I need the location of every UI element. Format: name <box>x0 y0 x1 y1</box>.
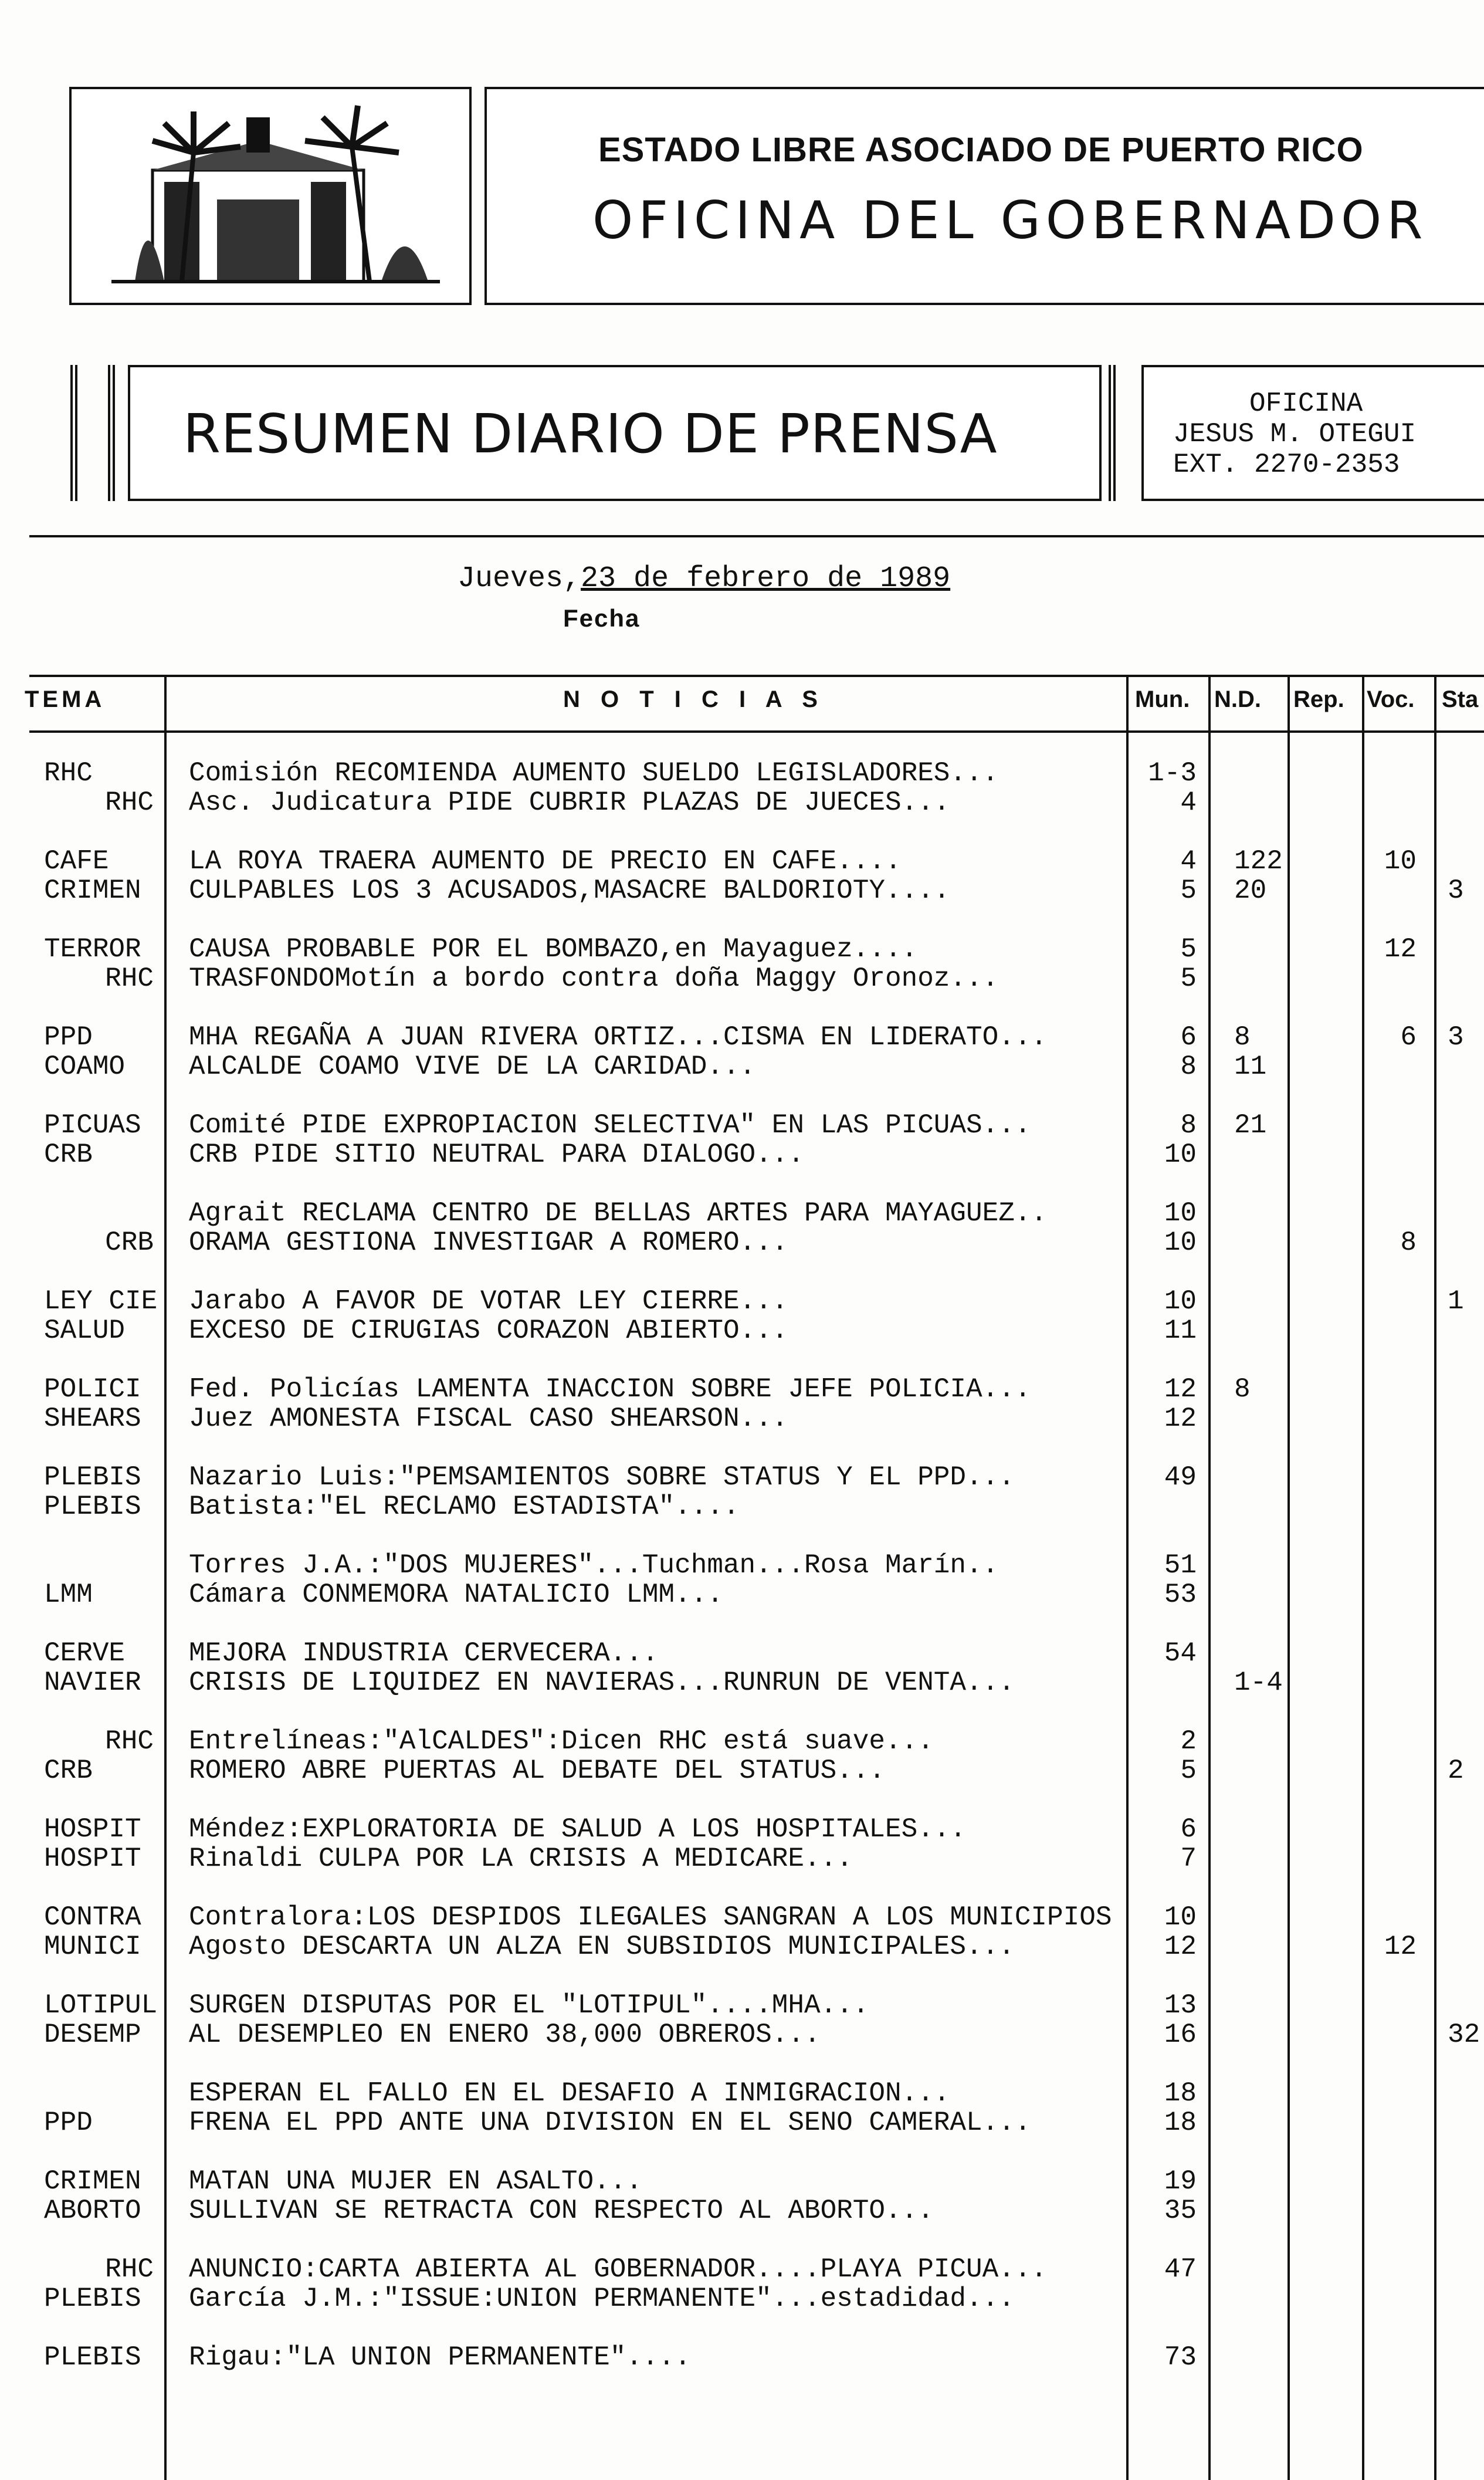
topic-cell: PICUAS <box>44 1110 141 1141</box>
voc-page-cell: 10 <box>1384 846 1417 877</box>
topic-cell: MUNICI <box>44 1931 141 1962</box>
table-row <box>0 1991 1484 2020</box>
table-row <box>0 1668 1484 1697</box>
topic-cell: PLEBIS <box>44 2342 141 2373</box>
government-name: ESTADO LIBRE ASOCIADO DE PUERTO RICO <box>598 131 1364 169</box>
table-header-rule <box>29 730 1484 733</box>
sta-page-cell: 1 <box>1448 1286 1464 1317</box>
mun-page-cell: 1-3 <box>1148 758 1197 789</box>
topic-cell: RHC <box>105 963 154 994</box>
topic-cell: POLICI <box>44 1374 141 1405</box>
headline-cell: Juez AMONESTA FISCAL CASO SHEARSON... <box>189 1403 788 1434</box>
date-line <box>458 562 950 596</box>
headline-cell: Comisión RECOMIENDA AUMENTO SUELDO LEGISLADORES... <box>189 758 999 789</box>
headline-cell: EXCESO DE CIRUGIAS CORAZON ABIERTO... <box>189 1315 788 1346</box>
headline-cell: Comité PIDE EXPROPIACION SELECTIVA" EN LAS PICUAS... <box>189 1110 1031 1141</box>
office-contact-box <box>1141 365 1484 501</box>
table-row <box>0 1639 1484 1668</box>
mun-page-cell: 5 <box>1180 934 1197 965</box>
summary-title: RESUMEN DIARIO DE PRENSA <box>183 402 998 465</box>
mun-page-cell: 12 <box>1164 1403 1197 1434</box>
table-row <box>0 935 1484 964</box>
column-header-mun: Mun. <box>1135 686 1190 712</box>
mun-page-cell: 54 <box>1164 1638 1197 1669</box>
nd-page-cell: 1-4 <box>1234 1667 1283 1698</box>
headline-cell: Cámara CONMEMORA NATALICIO LMM... <box>189 1579 723 1610</box>
decorative-double-bar <box>108 365 115 501</box>
headline-cell: ALCALDE COAMO VIVE DE LA CARIDAD... <box>189 1051 756 1082</box>
mun-page-cell: 6 <box>1180 1814 1197 1845</box>
topic-cell: CRB <box>44 1139 93 1170</box>
mun-page-cell: 51 <box>1164 1550 1197 1581</box>
headline-cell: FRENA EL PPD ANTE UNA DIVISION EN EL SENO CAMERAL... <box>189 2107 1031 2138</box>
topic-cell: NAVIER <box>44 1667 141 1698</box>
headline-cell: Nazario Luis:"PEMSAMIENTOS SOBRE STATUS Y EL PPD... <box>189 1462 1015 1493</box>
nd-page-cell: 8 <box>1234 1022 1251 1053</box>
headline-cell: Torres J.A.:"DOS MUJERES"...Tuchman...Rosa Marín.. <box>189 1550 999 1581</box>
table-row <box>0 1111 1484 1140</box>
table-row <box>0 2108 1484 2137</box>
table-row <box>0 1463 1484 1492</box>
headline-cell: Méndez:EXPLORATORIA DE SALUD A LOS HOSPITALES... <box>189 1814 967 1845</box>
sta-page-cell: 2 <box>1448 1755 1464 1786</box>
topic-cell: RHC <box>105 787 154 818</box>
nd-page-cell: 20 <box>1234 875 1267 906</box>
headline-cell: TRASFONDOMotín a bordo contra doña Maggy Oronoz... <box>189 963 999 994</box>
headline-cell: ORAMA GESTIONA INVESTIGAR A ROMERO... <box>189 1227 788 1258</box>
mun-page-cell: 19 <box>1164 2166 1197 2197</box>
sta-page-cell: 3 <box>1448 1022 1464 1053</box>
headline-cell: Agrait RECLAMA CENTRO DE BELLAS ARTES PARA MAYAGUEZ.. <box>189 1198 1048 1229</box>
mun-page-cell: 10 <box>1164 1139 1197 1170</box>
topic-cell: TERROR <box>44 934 141 965</box>
topic-cell: CRB <box>105 1227 154 1258</box>
topic-cell: PPD <box>44 2107 93 2138</box>
table-row <box>0 1228 1484 1257</box>
mun-page-cell: 10 <box>1164 1286 1197 1317</box>
topic-cell: COAMO <box>44 1051 126 1082</box>
headline-cell: Entrelíneas:"AlCALDES":Dicen RHC está suave... <box>189 1726 934 1757</box>
divider <box>29 535 1484 537</box>
headline-cell: LA ROYA TRAERA AUMENTO DE PRECIO EN CAFE.... <box>189 846 902 877</box>
table-row <box>0 1199 1484 1228</box>
mun-page-cell: 5 <box>1180 1755 1197 1786</box>
decorative-double-bar <box>70 365 77 501</box>
topic-cell: CRB <box>44 1755 93 1786</box>
sta-page-cell: 3 <box>1448 875 1464 906</box>
mun-page-cell: 5 <box>1180 963 1197 994</box>
headline-cell: SURGEN DISPUTAS POR EL "LOTIPUL"....MHA... <box>189 1990 869 2021</box>
mun-page-cell: 73 <box>1164 2342 1197 2373</box>
topic-cell: CONTRA <box>44 1902 141 1933</box>
topic-cell: RHC <box>44 758 93 789</box>
table-row <box>0 1052 1484 1081</box>
mun-page-cell: 8 <box>1180 1051 1197 1082</box>
table-row <box>0 1844 1484 1873</box>
table-row <box>0 2079 1484 2108</box>
voc-page-cell: 12 <box>1384 1931 1417 1962</box>
mun-page-cell: 16 <box>1164 2019 1197 2050</box>
column-header-tema: TEMA <box>25 686 106 712</box>
mun-page-cell: 4 <box>1180 846 1197 877</box>
voc-page-cell: 6 <box>1400 1022 1417 1053</box>
headline-cell: Asc. Judicatura PIDE CUBRIR PLAZAS DE JUECES... <box>189 787 950 818</box>
column-header-noticias: N O T I C I A S <box>563 686 825 712</box>
mun-page-cell: 18 <box>1164 2107 1197 2138</box>
office-name: OFICINA DEL GOBERNADOR <box>592 190 1428 251</box>
column-header-sta: Sta <box>1442 686 1479 712</box>
mun-page-cell: 13 <box>1164 1990 1197 2021</box>
headline-cell: Batista:"EL RECLAMO ESTADISTA".... <box>189 1491 740 1522</box>
table-row <box>0 2255 1484 2284</box>
logo-box <box>69 87 472 305</box>
mun-page-cell: 47 <box>1164 2254 1197 2285</box>
topic-cell: PLEBIS <box>44 2283 141 2314</box>
topic-cell: CRIMEN <box>44 2166 141 2197</box>
headline-cell: Rinaldi CULPA POR LA CRISIS A MEDICARE... <box>189 1843 853 1874</box>
nd-page-cell: 8 <box>1234 1374 1251 1405</box>
nd-page-cell: 21 <box>1234 1110 1267 1141</box>
headline-cell: ROMERO ABRE PUERTAS AL DEBATE DEL STATUS... <box>189 1755 885 1786</box>
table-row <box>0 1727 1484 1756</box>
table-row <box>0 1404 1484 1433</box>
mun-page-cell: 12 <box>1164 1374 1197 1405</box>
table-row <box>0 1287 1484 1316</box>
table-top-rule <box>29 675 1484 677</box>
column-header-voc: Voc. <box>1367 686 1415 712</box>
mun-page-cell: 7 <box>1180 1843 1197 1874</box>
mun-page-cell: 35 <box>1164 2195 1197 2226</box>
topic-cell: DESEMP <box>44 2019 141 2050</box>
mun-page-cell: 5 <box>1180 875 1197 906</box>
headline-cell: Contralora:LOS DESPIDOS ILEGALES SANGRAN A LOS MUNICIPIOS <box>189 1902 1112 1933</box>
table-row <box>0 2196 1484 2225</box>
topic-cell: LMM <box>44 1579 93 1610</box>
mun-page-cell: 10 <box>1164 1198 1197 1229</box>
table-row <box>0 1492 1484 1521</box>
contact-name: JESUS M. OTEGUI <box>1173 419 1417 449</box>
headline-cell: CULPABLES LOS 3 ACUSADOS,MASACRE BALDORIOTY.... <box>189 875 950 906</box>
table-row <box>0 964 1484 993</box>
voc-page-cell: 8 <box>1400 1227 1417 1258</box>
table-row <box>0 1580 1484 1609</box>
table-row <box>0 759 1484 788</box>
topic-cell: CRIMEN <box>44 875 141 906</box>
summary-title-box <box>128 365 1102 501</box>
table-row <box>0 1551 1484 1580</box>
office-label: OFICINA <box>1249 388 1363 419</box>
headline-cell: MATAN UNA MUJER EN ASALTO... <box>189 2166 642 2197</box>
column-header-rep: Rep. <box>1293 686 1344 712</box>
table-row <box>0 1903 1484 1932</box>
topic-cell: HOSPIT <box>44 1814 141 1845</box>
contact-extension: EXT. 2270-2353 <box>1173 449 1400 480</box>
topic-cell: CAFE <box>44 846 109 877</box>
mun-page-cell: 10 <box>1164 1227 1197 1258</box>
mun-page-cell: 18 <box>1164 2078 1197 2109</box>
headline-cell: CRB PIDE SITIO NEUTRAL PARA DIALOGO... <box>189 1139 804 1170</box>
headline-cell: García J.M.:"ISSUE:UNION PERMANENTE"...estadidad... <box>189 2283 1015 2314</box>
mun-page-cell: 10 <box>1164 1902 1197 1933</box>
table-row <box>0 1756 1484 1785</box>
headline-cell: MHA REGAÑA A JUAN RIVERA ORTIZ...CISMA EN LIDERATO... <box>189 1022 1048 1053</box>
government-title-box <box>484 87 1484 305</box>
headline-cell: Agosto DESCARTA UN ALZA EN SUBSIDIOS MUNICIPALES... <box>189 1931 1015 1962</box>
mun-page-cell: 53 <box>1164 1579 1197 1610</box>
topic-cell: PLEBIS <box>44 1462 141 1493</box>
mun-page-cell: 12 <box>1164 1931 1197 1962</box>
mun-page-cell: 8 <box>1180 1110 1197 1141</box>
headline-cell: CRISIS DE LIQUIDEZ EN NAVIERAS...RUNRUN DE VENTA... <box>189 1667 1015 1698</box>
topic-cell: HOSPIT <box>44 1843 141 1874</box>
topic-cell: LEY CIE <box>44 1286 158 1317</box>
topic-cell: CERVE <box>44 1638 126 1669</box>
voc-page-cell: 12 <box>1384 934 1417 965</box>
table-row <box>0 2020 1484 2049</box>
headline-cell: Fed. Policías LAMENTA INACCION SOBRE JEFE POLICIA... <box>189 1374 1031 1405</box>
topic-cell: LOTIPUL <box>44 1990 158 2021</box>
mun-page-cell: 2 <box>1180 1726 1197 1757</box>
headline-cell: CAUSA PROBABLE POR EL BOMBAZO,en Mayaguez.... <box>189 934 918 965</box>
headline-cell: AL DESEMPLEO EN ENERO 38,000 OBREROS... <box>189 2019 821 2050</box>
headline-cell: ESPERAN EL FALLO EN EL DESAFIO A INMIGRACION... <box>189 2078 950 2109</box>
sta-page-cell: 32 <box>1448 2019 1480 2050</box>
mun-page-cell: 11 <box>1164 1315 1197 1346</box>
table-row <box>0 847 1484 876</box>
date-caption: Fecha <box>563 604 641 632</box>
headline-cell: Rigau:"LA UNION PERMANENTE".... <box>189 2342 691 2373</box>
mun-page-cell: 6 <box>1180 1022 1197 1053</box>
table-row <box>0 1932 1484 1961</box>
topic-cell: PPD <box>44 1022 93 1053</box>
mun-page-cell: 4 <box>1180 787 1197 818</box>
column-header-nd: N.D. <box>1214 686 1261 712</box>
table-row <box>0 1140 1484 1169</box>
topic-cell: RHC <box>105 2254 154 2285</box>
table-row <box>0 1316 1484 1345</box>
nd-page-cell: 11 <box>1234 1051 1267 1082</box>
table-row <box>0 876 1484 905</box>
table-row <box>0 2167 1484 2196</box>
table-row <box>0 1375 1484 1404</box>
headline-cell: Jarabo A FAVOR DE VOTAR LEY CIERRE... <box>189 1286 788 1317</box>
weekday: Jueves, <box>458 562 581 596</box>
headline-cell: ANUNCIO:CARTA ABIERTA AL GOBERNADOR....PLAYA PICUA... <box>189 2254 1048 2285</box>
headline-cell: SULLIVAN SE RETRACTA CON RESPECTO AL ABORTO... <box>189 2195 934 2226</box>
headline-cell: MEJORA INDUSTRIA CERVECERA... <box>189 1638 659 1669</box>
topic-cell: PLEBIS <box>44 1491 141 1522</box>
mun-page-cell: 49 <box>1164 1462 1197 1493</box>
palace-palm-trees-illustration <box>76 94 463 293</box>
nd-page-cell: 122 <box>1234 846 1283 877</box>
table-row <box>0 788 1484 817</box>
topic-cell: SALUD <box>44 1315 126 1346</box>
topic-cell: RHC <box>105 1726 154 1757</box>
table-row <box>0 2284 1484 2313</box>
topic-cell: SHEARS <box>44 1403 141 1434</box>
table-row <box>0 1023 1484 1052</box>
date-value: 23 de febrero de 1989 <box>581 562 951 596</box>
table-row <box>0 2343 1484 2372</box>
decorative-double-bar <box>1109 365 1116 501</box>
table-row <box>0 1815 1484 1844</box>
topic-cell: ABORTO <box>44 2195 141 2226</box>
